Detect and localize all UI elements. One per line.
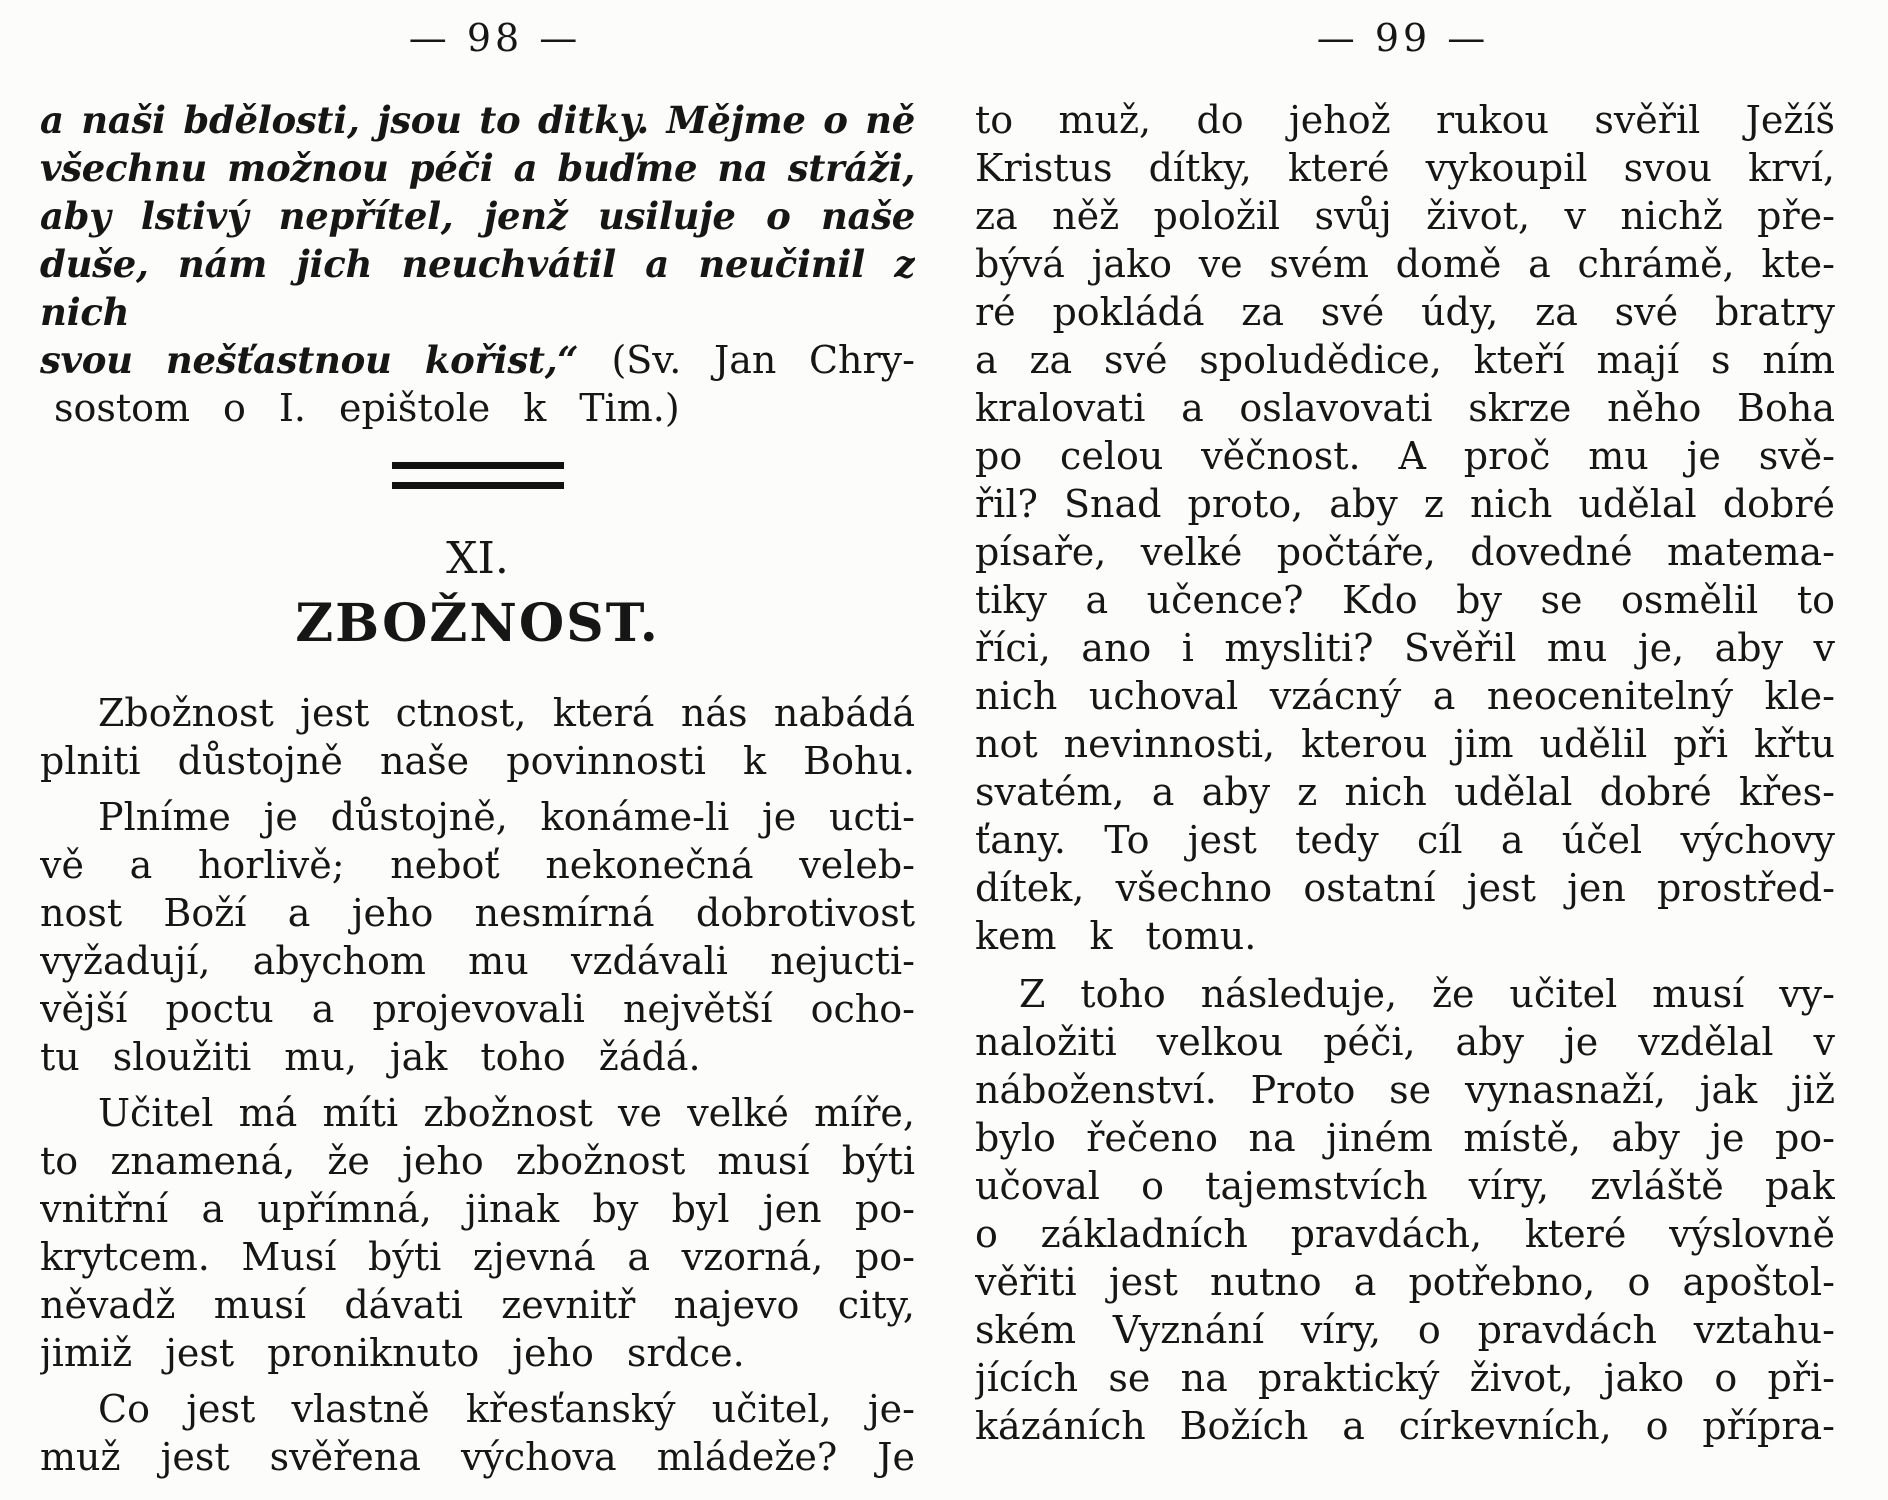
- left-page: [40, 96, 915, 1481]
- divider-rule-bottom: [392, 482, 564, 489]
- text-line: bývá jako ve svém domě a chrámě, kte-: [975, 242, 1835, 286]
- right-page: [975, 96, 1835, 1450]
- text-line: vější poctu a projevovali největší ocho-: [40, 987, 915, 1031]
- paragraph: [40, 1385, 915, 1481]
- paragraph: [40, 689, 915, 785]
- text-line: krytcem. Musí býti zjevná a vzorná, po-: [40, 1235, 915, 1279]
- text-line: věřiti jest nutno a potřebno, o apoštol-: [975, 1260, 1835, 1304]
- text-line: aby lstivý nepřítel, jenž usiluje o naše: [40, 194, 915, 238]
- paragraph: [975, 96, 1835, 960]
- text-line: ťany. To jest tedy cíl a účel výchovy: [975, 818, 1835, 862]
- attribution-end-text: sostom o I. epištole k Tim.): [54, 386, 680, 430]
- text-line: jících se na praktický život, jako o při-: [975, 1356, 1835, 1400]
- opening-quote: [40, 96, 915, 432]
- section-divider: [392, 462, 564, 489]
- attribution-start-text: (Sv. Jan Chry-: [611, 338, 915, 382]
- text-line: bylo řečeno na jiném místě, aby je po-: [975, 1116, 1835, 1160]
- text-line: naložiti velkou péči, aby je vzdělal v: [975, 1020, 1835, 1064]
- text-line: tu sloužiti mu, jak toho žádá.: [40, 1035, 701, 1079]
- text-line: říci, ano i mysliti? Svěřil mu je, aby v: [975, 626, 1835, 670]
- text-line: muž jest svěřena výchova mládeže? Je: [40, 1435, 915, 1479]
- text-line: řil? Snad proto, aby z nich udělal dobré: [975, 482, 1835, 526]
- text-line: kázáních Božích a církevních, o přípra-: [975, 1404, 1835, 1448]
- text-line: tiky a učence? Kdo by se osmělil to: [975, 578, 1835, 622]
- text-line: ré pokládá za své údy, za své bratry: [975, 290, 1835, 334]
- chapter-number: XI.: [446, 533, 509, 584]
- paragraph: [40, 1089, 915, 1377]
- text-line: a naši bdělosti, jsou to ditky. Mějme o ně: [40, 98, 915, 142]
- text-line: kralovati a oslavovati skrze něho Boha: [975, 386, 1835, 430]
- text-line: svatém, a aby z nich udělal dobré křes-: [975, 770, 1835, 814]
- text-line: vě a horlivě; neboť nekonečná veleb-: [40, 843, 915, 887]
- quote-end-text: svou nešťastnou kořist,“: [40, 338, 579, 382]
- text-line: učoval o tajemstvích víry, zvláště pak: [975, 1164, 1835, 1208]
- quote-lines: [40, 96, 915, 336]
- quote-attribution-line: [40, 336, 915, 384]
- chapter-title: ZBOŽNOST.: [295, 593, 660, 654]
- text-line: plniti důstojně naše povinnosti k Bohu.: [40, 739, 915, 783]
- text-line: něvadž musí dávati zevnitř najevo city,: [40, 1283, 915, 1327]
- text-line: Zbožnost jest ctnost, která nás nabádá: [98, 691, 915, 735]
- text-line: Kristus dítky, které vykoupil svou krví,: [975, 146, 1835, 190]
- text-line: not nevinnosti, kterou jim udělil při křtu: [975, 722, 1835, 766]
- text-line: o základních pravdách, které výslovně: [975, 1212, 1835, 1256]
- text-line: duše, nám jich neuchvátil a neučinil z nich: [40, 242, 915, 334]
- text-line: dítek, všechno ostatní jest jen prostřed-: [975, 866, 1835, 910]
- text-line: Plníme je důstojně, konáme-li je ucti-: [98, 795, 915, 839]
- text-line: všechnu možnou péči a buďme na stráži,: [40, 146, 915, 190]
- text-line: náboženství. Proto se vynasnaží, jak již: [975, 1068, 1835, 1112]
- text-line: to muž, do jehož rukou svěřil Ježíš: [975, 98, 1835, 142]
- text-line: a za své spoludědice, kteří mají s ním: [975, 338, 1835, 382]
- text-line: po celou věčnost. A proč mu je svě-: [975, 434, 1835, 478]
- text-line: ském Vyznání víry, o pravdách vztahu-: [975, 1308, 1835, 1352]
- text-line: Učitel má míti zbožnost ve velké míře,: [98, 1091, 915, 1135]
- text-line: nich uchoval vzácný a neocenitelný kle-: [975, 674, 1835, 718]
- paragraph: [975, 970, 1835, 1450]
- text-line: Co jest vlastně křesťanský učitel, je-: [98, 1387, 915, 1431]
- text-line: písaře, velké počtáře, dovedné matema-: [975, 530, 1835, 574]
- paragraph: [40, 793, 915, 1081]
- text-line: kem k tomu.: [975, 914, 1257, 958]
- text-line: za něž položil svůj život, v nichž pře-: [975, 194, 1835, 238]
- page-number-left: — 98 —: [408, 16, 582, 60]
- text-line: to znamená, že jeho zbožnost musí býti: [40, 1139, 915, 1183]
- text-line: Z toho následuje, že učitel musí vy-: [1019, 972, 1835, 1016]
- page-number-right: — 99 —: [1316, 16, 1490, 60]
- text-line: vyžadují, abychom mu vzdávali nejucti-: [40, 939, 915, 983]
- text-line: vnitřní a upřímná, jinak by byl jen po-: [40, 1187, 915, 1231]
- text-line: jimiž jest proniknuto jeho srdce.: [40, 1331, 745, 1375]
- divider-rule-top: [392, 462, 564, 469]
- text-line: nost Boží a jeho nesmírná dobrotivost: [40, 891, 915, 935]
